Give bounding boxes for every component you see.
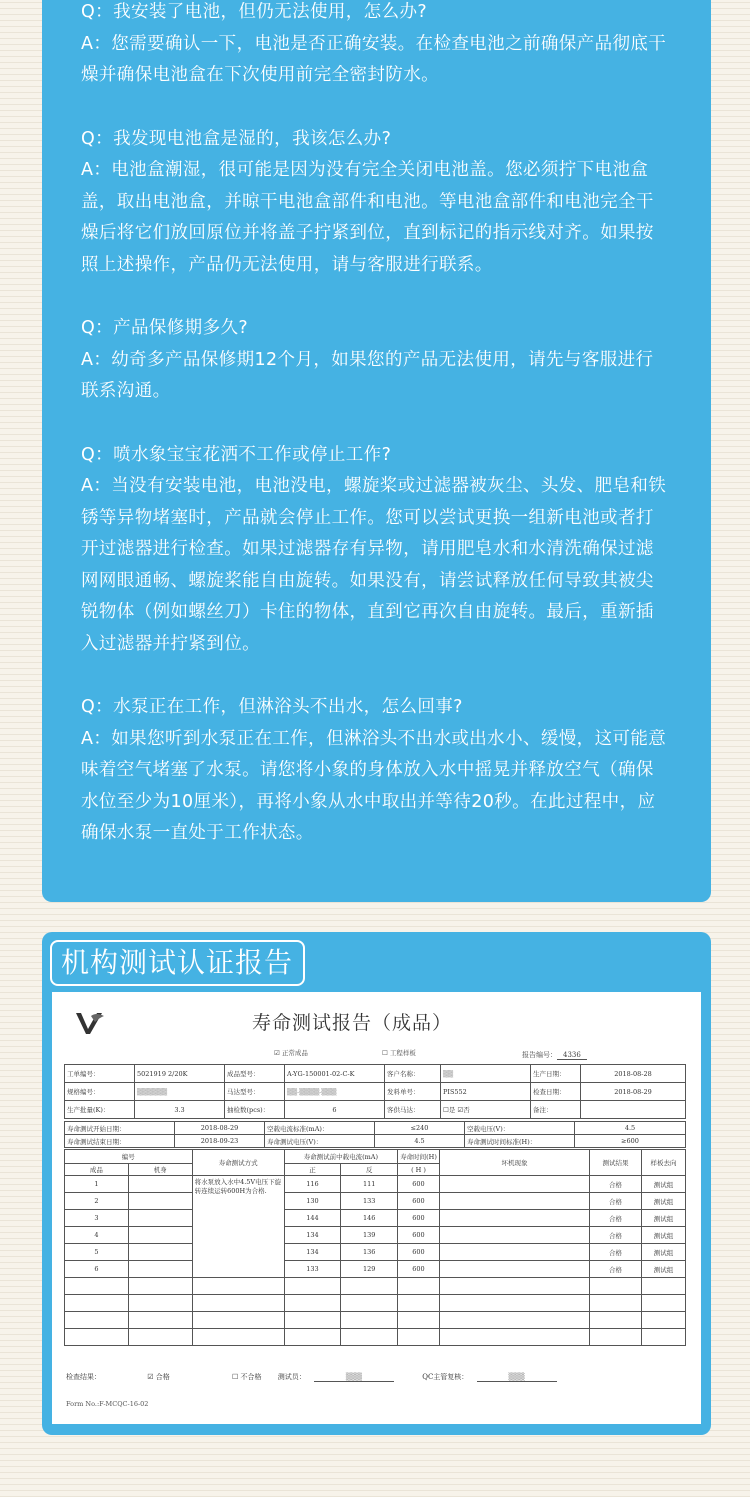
certification-card bbox=[42, 932, 711, 1435]
table-cell: 111 bbox=[341, 1176, 398, 1193]
qc-label: QC主管复核： bbox=[422, 1373, 469, 1381]
table-cell: 寿命测试电压(V)： bbox=[265, 1135, 375, 1148]
table-cell: 寿命测试时间标准(H)： bbox=[465, 1135, 575, 1148]
table-cell: 1 bbox=[65, 1176, 129, 1193]
table-row bbox=[65, 1101, 686, 1119]
column-header: 机身 bbox=[128, 1164, 192, 1176]
table-cell: 合格 bbox=[590, 1176, 642, 1193]
table-cell: 4 bbox=[65, 1227, 129, 1244]
faq-item bbox=[81, 692, 671, 850]
table-cell bbox=[128, 1210, 192, 1227]
table-cell: ≤240 bbox=[375, 1122, 465, 1135]
faq-answer: A：幼奇多产品保修期12个月，如果您的产品无法使用，请先与客服进行联系沟通。 bbox=[81, 349, 654, 401]
table-cell: 4.5 bbox=[375, 1135, 465, 1148]
table-row bbox=[65, 1083, 686, 1101]
table-cell: 发料单号： bbox=[385, 1083, 441, 1101]
column-header: 反 bbox=[341, 1164, 398, 1176]
report-number bbox=[522, 1050, 587, 1060]
column-header: 测试结果 bbox=[590, 1150, 642, 1176]
table-cell: 测试组 bbox=[642, 1244, 686, 1261]
table-cell: 测试组 bbox=[642, 1193, 686, 1210]
column-header: ( H ) bbox=[398, 1164, 440, 1176]
table-cell: A-YG-150001-02-C-K bbox=[285, 1065, 385, 1083]
faq-question: Q：我安装了电池，但仍无法使用，怎么办? bbox=[81, 2, 428, 22]
tester-label: 测试员： bbox=[277, 1373, 306, 1381]
test-conditions-table bbox=[64, 1121, 686, 1148]
table-cell: 5 bbox=[65, 1244, 129, 1261]
table-cell: 600 bbox=[398, 1193, 440, 1210]
table-cell: 134 bbox=[284, 1227, 341, 1244]
table-cell bbox=[128, 1227, 192, 1244]
table-cell: 600 bbox=[398, 1261, 440, 1278]
table-row bbox=[65, 1193, 686, 1210]
table-cell: 600 bbox=[398, 1176, 440, 1193]
table-cell bbox=[440, 1210, 590, 1227]
table-row bbox=[65, 1135, 686, 1148]
table-cell: 146 bbox=[341, 1210, 398, 1227]
form-number: Form No.:F-MCQC-16-02 bbox=[66, 1400, 149, 1408]
table-cell: 2018-09-23 bbox=[175, 1135, 265, 1148]
table-cell: ▒▒ bbox=[441, 1065, 531, 1083]
inspection-result-label: 检查结果： bbox=[66, 1373, 101, 1381]
faq-question: Q：水泵正在工作，但淋浴头不出水，怎么回事? bbox=[81, 697, 463, 717]
qc-signature: ▒▒▒ bbox=[477, 1373, 557, 1382]
table-cell: 空载电流标准(mA)： bbox=[265, 1122, 375, 1135]
table-cell: 6 bbox=[65, 1261, 129, 1278]
table-cell: 测试组 bbox=[642, 1227, 686, 1244]
table-cell: 测试组 bbox=[642, 1176, 686, 1193]
column-header: 寿命测试前中载电流(mA) bbox=[284, 1150, 397, 1164]
table-cell: 规格编号： bbox=[65, 1083, 135, 1101]
faq-question: Q：我发现电池盒是湿的，我该怎么办? bbox=[81, 128, 392, 149]
tester-signature: ▒▒▒ bbox=[314, 1373, 394, 1382]
sample-results-table bbox=[64, 1149, 686, 1346]
table-cell bbox=[581, 1101, 686, 1119]
table-row bbox=[65, 1065, 686, 1083]
table-cell bbox=[128, 1193, 192, 1210]
method-text: 将水泵放入水中4.5V电压下旋转连续运转600H为合格. bbox=[192, 1176, 284, 1278]
table-cell: 136 bbox=[341, 1244, 398, 1261]
faq-item bbox=[81, 313, 671, 408]
table-cell bbox=[128, 1176, 192, 1193]
table-cell: 134 bbox=[284, 1244, 341, 1261]
table-row bbox=[65, 1278, 686, 1295]
table-cell: 合格 bbox=[590, 1193, 642, 1210]
table-cell: ☐是 ☑否 bbox=[441, 1101, 531, 1119]
table-cell: 130 bbox=[284, 1193, 341, 1210]
faq-item bbox=[81, 0, 671, 92]
table-cell: 成品型号： bbox=[225, 1065, 285, 1083]
table-cell: 6 bbox=[285, 1101, 385, 1119]
table-cell: 测试组 bbox=[642, 1210, 686, 1227]
table-row bbox=[65, 1210, 686, 1227]
table-cell: 测试组 bbox=[642, 1261, 686, 1278]
table-cell bbox=[128, 1244, 192, 1261]
table-cell: 备注： bbox=[531, 1101, 581, 1119]
table-cell: 116 bbox=[284, 1176, 341, 1193]
table-cell: ≥600 bbox=[575, 1135, 686, 1148]
report-title: 寿命测试报告（成品） bbox=[252, 1012, 453, 1034]
column-header: 寿命测试方式 bbox=[192, 1150, 284, 1176]
table-cell: 3.3 bbox=[135, 1101, 225, 1119]
table-cell: 客供马达： bbox=[385, 1101, 441, 1119]
table-cell bbox=[440, 1244, 590, 1261]
table-cell bbox=[440, 1261, 590, 1278]
table-cell: 寿命测试开始日期： bbox=[65, 1122, 175, 1135]
table-cell: 抽检数(pcs)： bbox=[225, 1101, 285, 1119]
column-header: 样板去向 bbox=[642, 1150, 686, 1176]
column-header: 正 bbox=[284, 1164, 341, 1176]
table-cell: 工单编号： bbox=[65, 1065, 135, 1083]
table-cell: 5021919 2/20K bbox=[135, 1065, 225, 1083]
table-cell bbox=[440, 1227, 590, 1244]
table-row bbox=[65, 1227, 686, 1244]
table-cell: 129 bbox=[341, 1261, 398, 1278]
table-row bbox=[65, 1122, 686, 1135]
table-cell: 合格 bbox=[590, 1210, 642, 1227]
faq-list bbox=[81, 0, 671, 882]
faq-question: Q：产品保修期多久? bbox=[81, 318, 249, 338]
table-cell: 2018-08-29 bbox=[581, 1083, 686, 1101]
table-cell: 600 bbox=[398, 1244, 440, 1261]
table-cell: 客户名称： bbox=[385, 1065, 441, 1083]
test-report-document bbox=[52, 992, 701, 1424]
table-cell bbox=[440, 1176, 590, 1193]
table-cell: ▒▒▒▒▒▒ bbox=[135, 1083, 225, 1101]
table-cell: 检查日期： bbox=[531, 1083, 581, 1101]
table-cell: 合格 bbox=[590, 1261, 642, 1278]
table-cell: 133 bbox=[341, 1193, 398, 1210]
table-row bbox=[65, 1244, 686, 1261]
table-cell: ▒▒-▒▒▒▒-▒▒▒ bbox=[285, 1083, 385, 1101]
faq-card bbox=[42, 0, 711, 902]
table-cell: 合格 bbox=[590, 1227, 642, 1244]
table-cell: 139 bbox=[341, 1227, 398, 1244]
faq-answer: A：如果您听到水泵正在工作，但淋浴头不出水或出水小、缓慢，这可能意味着空气堵塞了水泵。请您将小象的身体放入水中摇晃并释放空气（确保水位至少为10厘米），再将小象从水中取出并等待20秒。在此过程中，应确保水泵一直处于工作状态。 bbox=[81, 728, 667, 843]
table-cell: 144 bbox=[284, 1210, 341, 1227]
table-row bbox=[65, 1261, 686, 1278]
company-logo-icon bbox=[74, 1010, 108, 1036]
table-cell: 4.5 bbox=[575, 1122, 686, 1135]
column-header: 成品 bbox=[65, 1164, 129, 1176]
table-cell: 生产批量(K)： bbox=[65, 1101, 135, 1119]
table-cell: 空载电压(V)： bbox=[465, 1122, 575, 1135]
faq-item bbox=[81, 124, 671, 282]
section-title: 机构测试认证报告 bbox=[50, 940, 305, 986]
checkbox-normal-product: ☑ 正常成品 bbox=[274, 1049, 308, 1057]
table-cell: PIS552 bbox=[441, 1083, 531, 1101]
table-cell: 600 bbox=[398, 1210, 440, 1227]
table-cell: 2 bbox=[65, 1193, 129, 1210]
table-cell: 3 bbox=[65, 1210, 129, 1227]
column-header: 坏机现象 bbox=[440, 1150, 590, 1176]
faq-answer: A：当没有安装电池，电池没电，螺旋桨或过滤器被灰尘、头发、肥皂和铁锈等异物堵塞时，产品就会停止工作。您可以尝试更换一组新电池或者打开过滤器进行检查。如果过滤器存有异物，请用肥皂水和水清洗确保过滤网网眼通畅、螺旋桨能自由旋转。如果没有，请尝试释放任何导致其被尖锐物体（例如螺丝刀）卡住的物体，直到它再次自由旋转。最后，重新插入过滤器并拧紧到位。 bbox=[81, 476, 667, 654]
table-cell bbox=[128, 1261, 192, 1278]
report-number-label: 报告编号： bbox=[522, 1051, 557, 1059]
table-cell: 合格 bbox=[590, 1244, 642, 1261]
report-info-table bbox=[64, 1064, 686, 1119]
table-row bbox=[65, 1329, 686, 1346]
column-header: 编号 bbox=[65, 1150, 193, 1164]
column-header: 寿命时间(H) bbox=[398, 1150, 440, 1164]
report-footer bbox=[66, 1372, 686, 1382]
faq-question: Q：喷水象宝宝花洒不工作或停止工作? bbox=[81, 444, 392, 465]
table-row bbox=[65, 1295, 686, 1312]
checkbox-engineering-sample: ☐ 工程样板 bbox=[382, 1049, 416, 1057]
report-number-value: 4336 bbox=[557, 1051, 587, 1060]
table-cell: 马达型号： bbox=[225, 1083, 285, 1101]
faq-answer: A：电池盒潮湿，很可能是因为没有完全关闭电池盖。您必须拧下电池盒盖，取出电池盒，并晾干电池盒部件和电池。等电池盒部件和电池完全干燥后将它们放回原位并将盖子拧紧到位，直到标记的指示线对齐。如果按照上述操作，产品仍无法使用，请与客服进行联系。 bbox=[81, 160, 654, 275]
fail-checkbox: ☐ 不合格 bbox=[231, 1373, 262, 1381]
table-row bbox=[65, 1176, 686, 1193]
table-cell bbox=[440, 1193, 590, 1210]
table-header-row bbox=[65, 1150, 686, 1164]
table-cell: 生产日期： bbox=[531, 1065, 581, 1083]
table-row bbox=[65, 1312, 686, 1329]
table-cell: 133 bbox=[284, 1261, 341, 1278]
table-cell: 寿命测试结束日期： bbox=[65, 1135, 175, 1148]
table-cell: 2018-08-28 bbox=[581, 1065, 686, 1083]
faq-item bbox=[81, 440, 671, 661]
pass-checkbox: ☑ 合格 bbox=[147, 1373, 170, 1381]
faq-answer: A：您需要确认一下，电池是否正确安装。在检查电池之前确保产品彻底干燥并确保电池盒在下次使用前完全密封防水。 bbox=[81, 33, 667, 85]
table-cell: 2018-08-29 bbox=[175, 1122, 265, 1135]
table-cell: 600 bbox=[398, 1227, 440, 1244]
